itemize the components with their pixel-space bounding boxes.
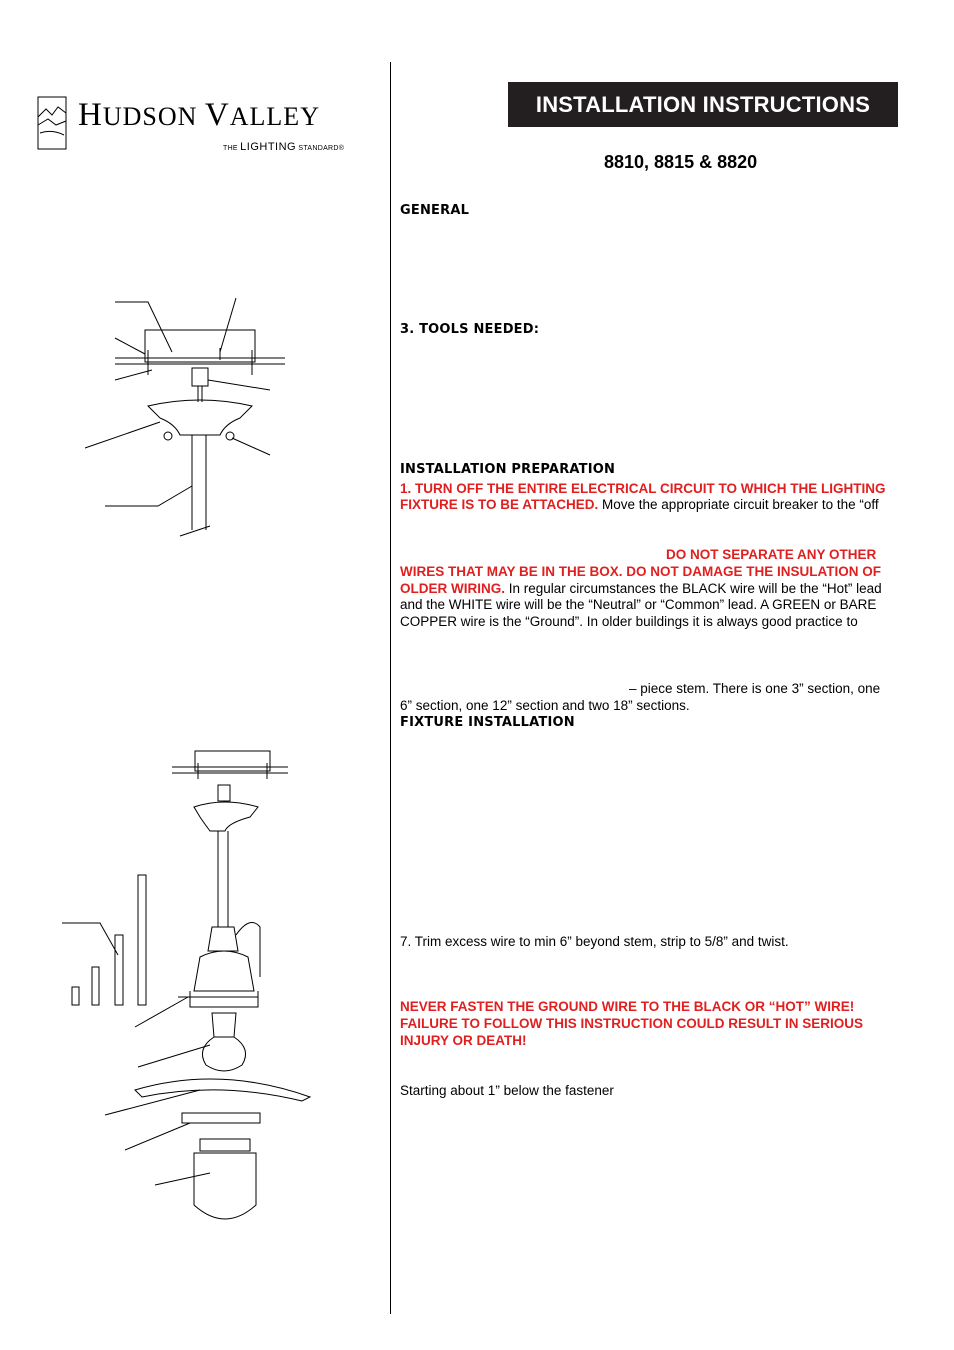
heading-installation-preparation: INSTALLATION PREPARATION: [400, 462, 616, 477]
logo-tagline: THE LIGHTING STANDARD®: [223, 141, 345, 153]
prep-stem-line2: 6” section, one 12” section and two 18” sections.: [400, 698, 690, 713]
model-numbers: 8810, 8815 & 8820: [604, 152, 758, 172]
exploded-fixture-diagram: [60, 745, 360, 1235]
prep-warning-line2: WIRES THAT MAY BE IN THE BOX. DO NOT DAMAGE THE INSULATION OF: [400, 564, 882, 579]
heading-fixture-installation: FIXTURE INSTALLATION: [400, 715, 575, 730]
page-title: INSTALLATION INSTRUCTIONS: [508, 82, 898, 127]
prep-warning-line1: DO NOT SEPARATE ANY OTHER: [666, 547, 877, 562]
ground-warning-line1: NEVER FASTEN THE GROUND WIRE TO THE BLACK OR “HOT” WIRE!: [400, 999, 855, 1014]
mountain-emblem-icon: [36, 95, 68, 151]
prep-stem-line1: – piece stem. There is one 3” section, one: [629, 681, 881, 696]
prep-step1-line1: 1. TURN OFF THE ENTIRE ELECTRICAL CIRCUIT TO WHICH THE LIGHTING: [400, 481, 886, 496]
prep-step1-line2: FIXTURE IS TO BE ATTACHED. Move the appropriate circuit breaker to the “off: [400, 497, 879, 512]
ground-warning-line3: INJURY OR DEATH!: [400, 1033, 527, 1048]
fixture-starting-text: Starting about 1” below the fastener: [400, 1083, 614, 1098]
prep-wiring-line1: OLDER WIRING. In regular circumstances the BLACK wire will be the “Hot” lead: [400, 581, 882, 596]
hudson-valley-logo: [36, 95, 376, 155]
ground-warning-line2: FAILURE TO FOLLOW THIS INSTRUCTION COULD RESULT IN SERIOUS: [400, 1016, 863, 1031]
column-divider: [390, 62, 391, 1314]
heading-tools-needed: 3. TOOLS NEEDED:: [400, 322, 540, 337]
prep-wiring-line3: COPPER wire is the “Ground”. In older buildings it is always good practice to: [400, 614, 858, 629]
heading-general: GENERAL: [400, 203, 470, 218]
fixture-step7: 7. Trim excess wire to min 6” beyond stem, strip to 5/8” and twist.: [400, 934, 789, 949]
canopy-stem-diagram: [80, 290, 380, 540]
prep-wiring-line2: and the WHITE wire will be the “Neutral” or “Common” lead. A GREEN or BARE: [400, 597, 877, 612]
logo-wordmark: HUDSON VALLEY: [78, 97, 320, 133]
